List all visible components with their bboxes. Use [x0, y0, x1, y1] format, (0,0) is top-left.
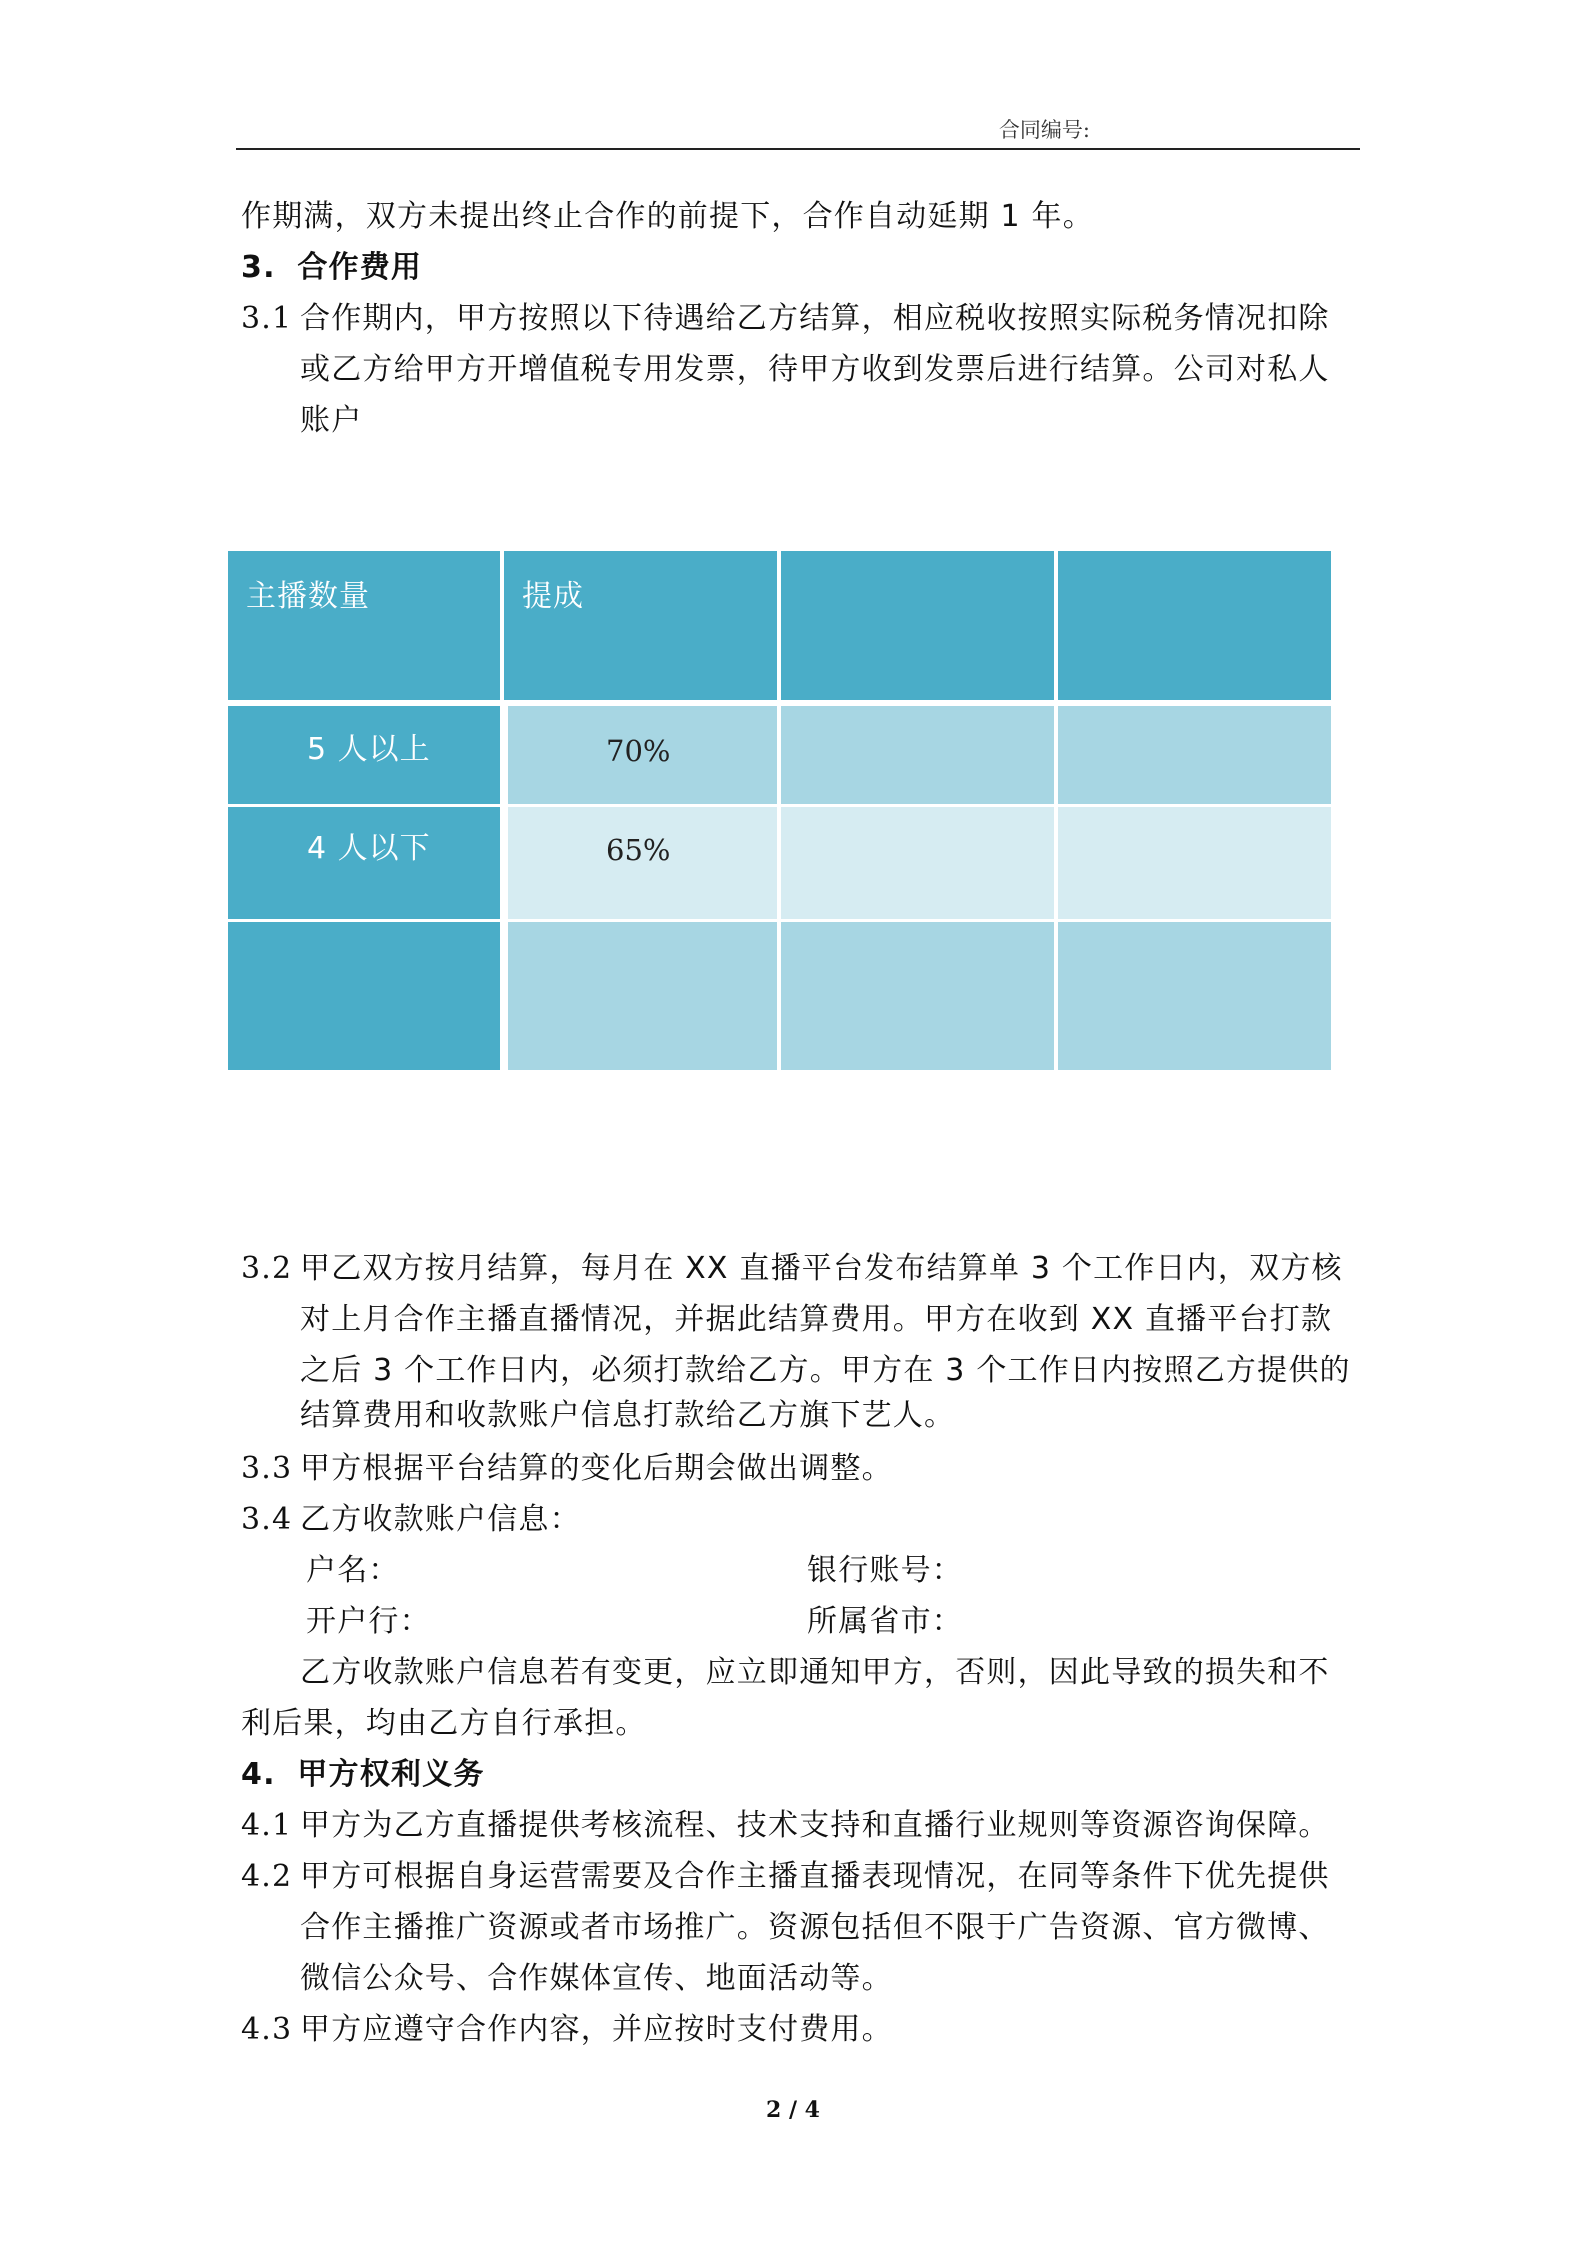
table-cell-text: 5 人以上	[307, 732, 431, 767]
clause-number: 4.1	[241, 1808, 293, 1843]
clause-number: 4.3	[241, 2012, 293, 2047]
table-cell-text: 4 人以下	[307, 831, 431, 866]
table-cell	[781, 922, 1054, 1070]
table-cell	[781, 706, 1054, 804]
province-label: 所属省市：	[807, 1604, 963, 1639]
clause-text: 甲方为乙方直播提供考核流程、技术支持和直播行业规则等资源咨询保障。	[300, 1808, 1330, 1843]
clause-text: 甲方可根据自身运营需要及合作主播直播表现情况，在同等条件下优先提供	[300, 1859, 1330, 1894]
clause-text: 或乙方给甲方开增值税专用发票，待甲方收到发票后进行结算。公司对私人	[300, 352, 1330, 387]
clause-number: 3.4	[241, 1502, 293, 1537]
bank-account-label: 银行账号：	[807, 1553, 963, 1588]
section-3-heading	[241, 249, 422, 287]
account-change-note: 乙方收款账户信息若有变更，应立即通知甲方，否则，因此导致的损失和不	[300, 1655, 1330, 1690]
table-cell	[228, 706, 500, 804]
clause-number: 3.1	[241, 301, 293, 336]
clause-text: 账户	[300, 403, 363, 438]
table-cell-text: 65%	[606, 833, 671, 867]
table-cell	[1058, 922, 1331, 1070]
table-cell-text: 70%	[606, 734, 671, 768]
table-cell	[228, 807, 500, 919]
table-header-text: 提成	[522, 579, 584, 614]
account-change-note: 利后果，均由乙方自行承担。	[241, 1706, 647, 1741]
clause-number: 4.2	[241, 1859, 293, 1894]
clause-text: 对上月合作主播直播情况，并据此结算费用。甲方在收到 XX 直播平台打款	[300, 1302, 1333, 1337]
table-header-text: 主播数量	[246, 579, 370, 614]
table-header-cell	[1058, 551, 1331, 700]
clause-text: 结算费用和收款账户信息打款给乙方旗下艺人。	[300, 1398, 956, 1433]
clause-number: 3.3	[241, 1451, 293, 1486]
clause-number: 3.2	[241, 1251, 293, 1286]
contract-number-label: 合同编号:	[998, 118, 1090, 142]
clause-text: 甲乙双方按月结算，每月在 XX 直播平台发布结算单 3 个工作日内，双方核	[300, 1251, 1343, 1286]
clause-text: 微信公众号、合作媒体宣传、地面活动等。	[300, 1961, 893, 1996]
page-number: 2 / 4	[766, 2097, 820, 2123]
page-header	[236, 112, 1360, 150]
clause-text: 之后 3 个工作日内，必须打款给乙方。甲方在 3 个工作日内按照乙方提供的	[300, 1353, 1351, 1388]
section-number: 4.	[241, 1757, 276, 1792]
table-header-cell	[504, 551, 777, 700]
table-header-cell	[228, 551, 500, 700]
section-title: 甲方权利义务	[297, 1757, 485, 1792]
section-number: 3.	[241, 250, 276, 285]
table-cell	[228, 922, 500, 1070]
table-cell	[508, 807, 777, 919]
section-title: 合作费用	[297, 250, 423, 285]
clause-text: 甲方应遵守合作内容，并应按时支付费用。	[300, 2012, 893, 2047]
clause-text: 甲方根据平台结算的变化后期会做出调整。	[300, 1451, 893, 1486]
clause-text: 乙方收款账户信息：	[300, 1502, 581, 1537]
paragraph-continuation: 作期满，双方未提出终止合作的前提下，合作自动延期 1 年。	[241, 199, 1094, 234]
section-4-heading	[241, 1756, 485, 1794]
table-cell	[508, 922, 777, 1070]
opening-bank-label: 开户行：	[306, 1604, 431, 1639]
account-name-label: 户名：	[306, 1553, 400, 1588]
table-cell	[1058, 807, 1331, 919]
clause-text: 合作主播推广资源或者市场推广。资源包括但不限于广告资源、官方微博、	[300, 1910, 1330, 1945]
table-cell	[781, 807, 1054, 919]
table-cell	[508, 706, 777, 804]
table-header-cell	[781, 551, 1054, 700]
table-cell	[1058, 706, 1331, 804]
clause-text: 合作期内，甲方按照以下待遇给乙方结算，相应税收按照实际税务情况扣除	[300, 301, 1330, 336]
